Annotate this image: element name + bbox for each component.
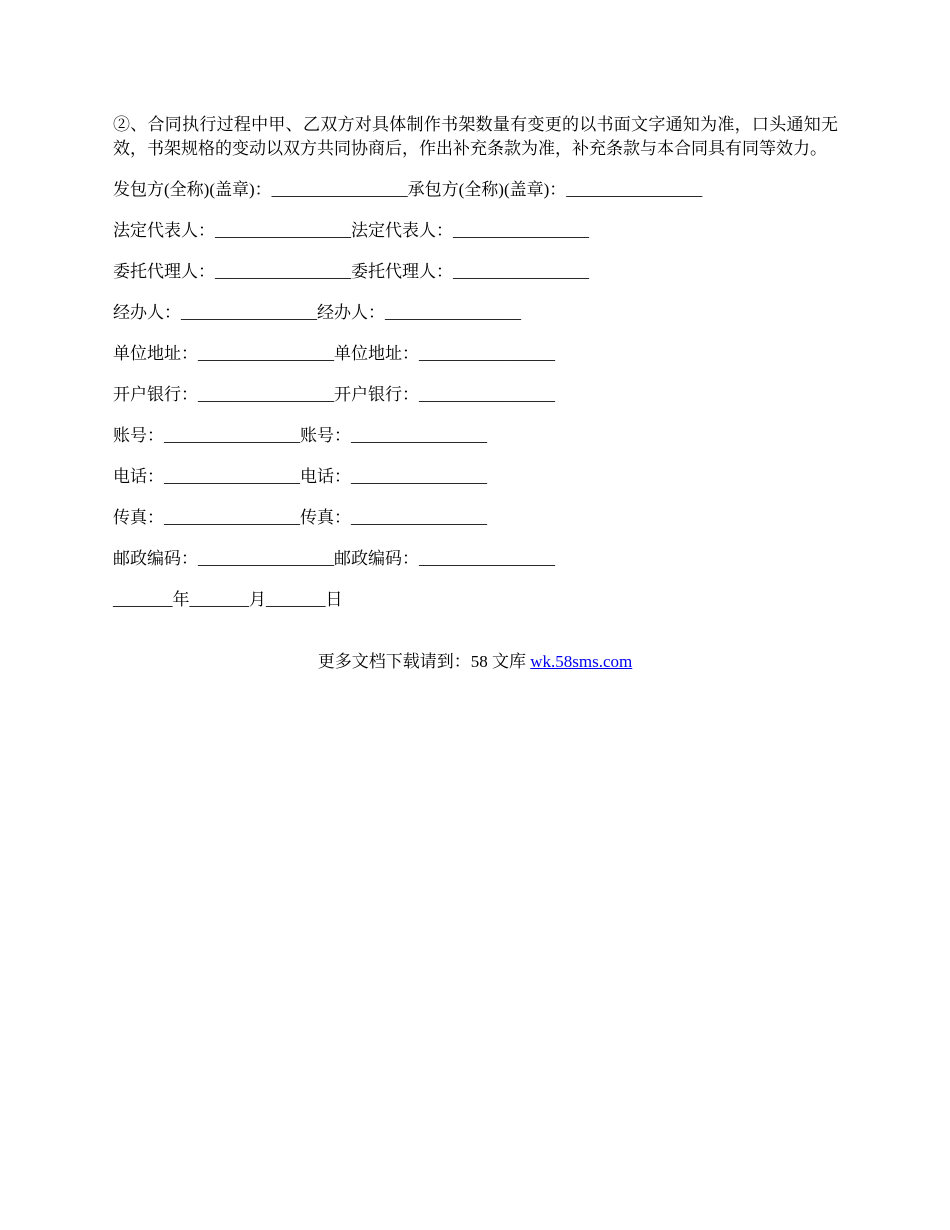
row-handler: 经办人：________________经办人：________________ xyxy=(113,303,521,322)
row-date: _______年_______月_______日 xyxy=(113,590,343,609)
row-party-names: 发包方(全称)(盖章)：________________承包方(全称)(盖章)：________________ xyxy=(113,180,703,199)
document-page xyxy=(113,113,838,629)
clause-paragraph: ②、合同执行过程中甲、乙双方对具体制作书架数量有变更的以书面文字通知为准，口头通知无效，书架规格的变动以双方共同协商后，作出补充条款为准，补充条款与本合同具有同等效力。 xyxy=(113,115,838,158)
row-legal-representative: 法定代表人：________________法定代表人：________________ xyxy=(113,221,589,240)
row-phone: 电话：________________电话：________________ xyxy=(113,467,487,486)
row-address: 单位地址：________________单位地址：________________ xyxy=(113,344,555,363)
footer-text: 更多文档下载请到：58 文库 xyxy=(317,652,531,671)
row-authorized-agent: 委托代理人：________________委托代理人：________________ xyxy=(113,262,589,281)
row-fax: 传真：________________传真：________________ xyxy=(113,508,487,527)
row-postal-code: 邮政编码：________________邮政编码：________________ xyxy=(113,549,555,568)
footer-link[interactable]: wk.58sms.com xyxy=(530,652,633,671)
row-bank: 开户银行：________________开户银行：________________ xyxy=(113,385,555,404)
download-footer xyxy=(0,650,950,674)
signature-block xyxy=(113,178,838,629)
row-account: 账号：________________账号：________________ xyxy=(113,426,487,445)
